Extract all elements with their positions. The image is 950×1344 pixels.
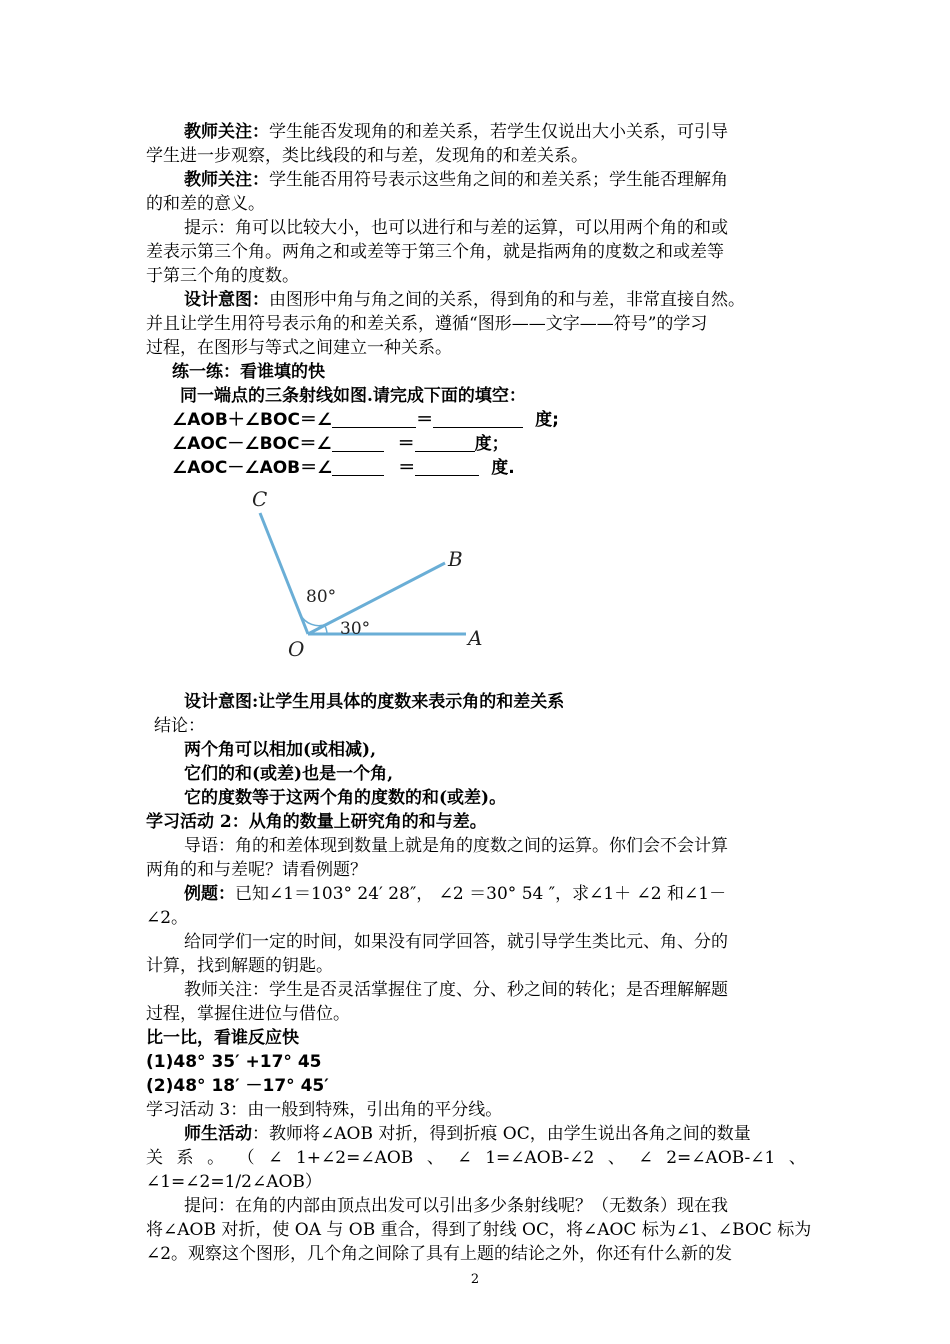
justified-fragment: （	[237, 1148, 255, 1168]
example-line-2: ∠2。	[146, 908, 189, 928]
label-o: O	[288, 637, 305, 661]
justified-fragment: 。	[207, 1148, 225, 1168]
teacher-focus-3-line-2: 过程，掌握住进位与借位。	[146, 1004, 350, 1024]
equation-1-equals: ＝	[416, 410, 434, 430]
example-line-1	[184, 882, 726, 906]
teacher-hint-line-1: 给同学们一定的时间，如果没有同学回答，就引导学生类比元、角、分的	[184, 932, 728, 952]
guide-line-1: 导语：角的和差体现到数量上就是角的度数之间的运算。你们会不会计算	[184, 836, 728, 856]
figure-rays	[260, 513, 466, 634]
conclusion-line-3: 它的度数等于这两个角的度数的和(或差)。	[184, 788, 507, 808]
equation-3-unit: 度.	[491, 458, 515, 478]
guide-line-2: 两角的和与差呢？请看例题？	[146, 860, 367, 880]
hint-line-3: 于第三个角的度数。	[146, 266, 299, 286]
teacher-student-line-2	[146, 1146, 806, 1170]
label-a: A	[468, 626, 483, 650]
teacher-focus-text: 学生能否用符号表示这些角之间的和差关系；学生能否理解角	[269, 170, 728, 190]
teacher-student-text: ：教师将∠AOB 对折，得到折痕 OC，由学生说出各角之间的数量	[252, 1124, 751, 1144]
equation-1-unit: 度;	[535, 410, 559, 430]
design-intent-1-line-3: 过程，在图形与等式之间建立一种关系。	[146, 338, 452, 358]
justified-fragment: 1=∠AOB-∠2	[485, 1148, 595, 1168]
teacher-student-label: 师生活动	[184, 1124, 252, 1144]
justified-fragment: ∠	[268, 1148, 283, 1168]
design-intent-label: 设计意图：	[184, 290, 269, 310]
equation-2-unit: 度；	[474, 434, 509, 454]
design-intent-2: 设计意图:让学生用具体的度数来表示角的和差关系	[184, 692, 565, 712]
activity-2-title: 学习活动 2：从角的数量上研究角的和与差。	[146, 812, 487, 832]
design-intent-text: 由图形中角与角之间的关系，得到角的和与差，非常直接自然。	[269, 290, 745, 310]
question-line-1: 提问：在角的内部由顶点出发可以引出多少条射线呢？（无数条）现在我	[184, 1196, 728, 1216]
blank-3a[interactable]	[332, 457, 384, 476]
compare-question-2: (2)48° 18′ －17° 45′	[146, 1076, 329, 1096]
teacher-focus-label: 教师关注：	[184, 122, 269, 142]
label-c: C	[252, 487, 268, 511]
blank-2b[interactable]	[415, 433, 475, 452]
hint-line-2: 差表示第三个角。两角之和或差等于第三个角，就是指两角的度数之和或差等	[146, 242, 724, 262]
angle-aob-label: 30°	[340, 619, 371, 639]
teacher-focus-text: 学生能否发现角的和差关系，若学生仅说出大小关系，可引导	[269, 122, 728, 142]
practice-instruction: 同一端点的三条射线如图.请完成下面的填空：	[180, 386, 526, 406]
teacher-focus-1-line-1	[184, 120, 728, 144]
blank-1a[interactable]	[332, 409, 416, 428]
angle-figure	[240, 478, 510, 668]
justified-fragment: 、	[426, 1148, 444, 1168]
page-number: 2	[470, 1272, 480, 1287]
question-line-2: 将∠AOB 对折，使 OA 与 OB 重合，得到了射线 OC，将∠AOC 标为∠1、∠BOC 标为	[146, 1220, 812, 1240]
hint-line-1: 提示：角可以比较大小，也可以进行和与差的运算，可以用两个角的和或	[184, 218, 728, 238]
design-intent-1-line-2: 并且让学生用符号表示角的和差关系，遵循“图形——文字——符号”的学习	[146, 314, 708, 334]
question-line-3: ∠2。观察这个图形，几个角之间除了具有上题的结论之外，你还有什么新的发	[146, 1244, 733, 1264]
justified-fragment: 、	[607, 1148, 625, 1168]
blank-1b[interactable]	[433, 409, 523, 428]
teacher-focus-1-line-2: 学生进一步观察，类比线段的和与差，发现角的和差关系。	[146, 146, 588, 166]
justified-fragment: 1+∠2=∠AOB	[295, 1148, 414, 1168]
conclusion-title: 结论：	[154, 716, 205, 736]
teacher-student-line-3: ∠1=∠2=1/2∠AOB）	[146, 1172, 322, 1192]
teacher-focus-2-line-2: 的和差的意义。	[146, 194, 265, 214]
design-intent-1-line-1	[184, 288, 745, 312]
activity-3-title: 学习活动 3：由一般到特殊，引出角的平分线。	[146, 1100, 503, 1120]
justified-fragment: ∠	[638, 1148, 653, 1168]
conclusion-line-2: 它们的和(或差)也是一个角,	[184, 764, 394, 784]
equation-3	[172, 456, 515, 480]
teacher-focus-label: 教师关注：	[184, 170, 269, 190]
justified-fragment: 、	[788, 1148, 806, 1168]
justified-fragment: 系	[176, 1148, 194, 1168]
angle-boc-label: 80°	[306, 587, 337, 607]
justified-fragment: 关	[146, 1148, 163, 1168]
equation-3-left: ∠AOC－∠AOB＝∠	[172, 458, 333, 478]
compare-title: 比一比，看谁反应快	[146, 1028, 299, 1048]
equation-2-left: ∠AOC－∠BOC＝∠	[172, 434, 332, 454]
equation-2	[172, 432, 509, 456]
practice-title: 练一练：看谁填的快	[172, 362, 325, 382]
teacher-student-line-1	[184, 1122, 751, 1146]
teacher-focus-3-line-1: 教师关注：学生是否灵活掌握住了度、分、秒之间的转化；是否理解解题	[184, 980, 728, 1000]
blank-3b[interactable]	[415, 457, 479, 476]
equation-1	[172, 408, 559, 432]
equation-2-equals: ＝	[397, 434, 415, 454]
compare-question-1: (1)48° 35′ +17° 45	[146, 1052, 322, 1072]
conclusion-line-1: 两个角可以相加(或相减),	[184, 740, 377, 760]
equation-3-equals: ＝	[398, 458, 416, 478]
teacher-focus-2-line-1	[184, 168, 728, 192]
blank-2a[interactable]	[332, 433, 384, 452]
label-b: B	[448, 547, 463, 571]
justified-fragment: 2=∠AOB-∠1	[666, 1148, 776, 1168]
example-label: 例题：	[184, 884, 235, 904]
teacher-hint-line-2: 计算，找到解题的钥匙。	[146, 956, 333, 976]
equation-1-left: ∠AOB＋∠BOC＝∠	[172, 410, 333, 430]
example-text: 已知∠1＝103° 24′ 28″， ∠2 ＝30° 54 ″，求∠1＋ ∠2 和∠1－	[235, 884, 727, 904]
justified-fragment: ∠	[457, 1148, 472, 1168]
